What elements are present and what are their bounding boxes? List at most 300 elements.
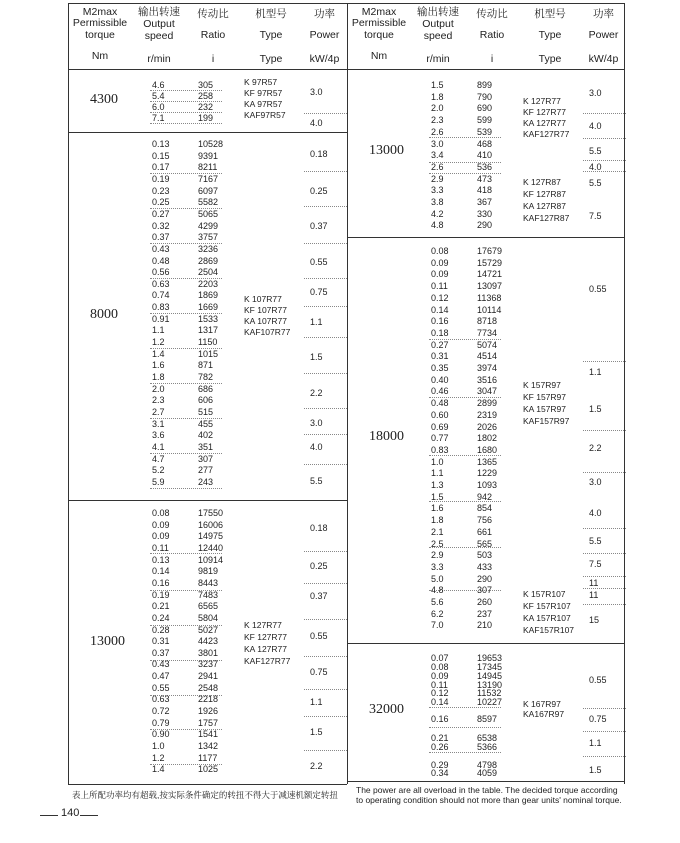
speed-value: 1.0 — [152, 741, 165, 751]
ratio-value: 307 — [198, 453, 214, 464]
header-power-en: Power — [309, 29, 340, 41]
ratio-value: 7734 — [477, 327, 498, 338]
speed-value: 0.91 — [152, 313, 170, 324]
speed-value: 0.74 — [152, 290, 170, 301]
gear-type: KF 127R77 — [523, 107, 566, 117]
ratio-value: 1541 — [198, 729, 219, 740]
ratio-value: 2203 — [198, 278, 219, 289]
speed-value: 4.6 — [152, 80, 165, 90]
ratio-value: 1757 — [198, 717, 219, 728]
speed-value: 3.6 — [152, 430, 165, 441]
ratio-value: 13097 — [477, 281, 503, 292]
ratio-value: 690 — [477, 103, 493, 114]
speed-value: 4.2 — [431, 208, 444, 219]
gear-type: K 97R57 — [244, 77, 278, 87]
speed-value: 0.29 — [431, 760, 449, 770]
speed-value: 0.83 — [152, 302, 170, 313]
ratio-value: 1229 — [477, 468, 498, 479]
power-separator — [583, 472, 626, 473]
power-separator — [304, 689, 347, 690]
speed-value: 0.19 — [152, 589, 170, 600]
power-separator — [583, 756, 626, 757]
speed-value: 0.25 — [152, 197, 170, 208]
ratio-value: 10528 — [198, 139, 224, 149]
ratio-value: 565 — [477, 538, 493, 549]
speed-value: 2.9 — [431, 173, 444, 184]
gear-type: KF 127R77 — [244, 632, 287, 642]
ratio-value: 686 — [198, 383, 214, 394]
ratio-value: 455 — [198, 418, 214, 429]
power-separator — [304, 337, 347, 338]
speed-value: 0.43 — [152, 659, 170, 670]
header-torque-line-1: M2max — [361, 6, 397, 18]
power-value: 4.0 — [589, 162, 602, 172]
note-english-line-1: The power are all overload in the table. The decided torque according — [356, 785, 618, 795]
speed-value: 4.8 — [431, 585, 444, 596]
gear-type: KF 107R77 — [244, 305, 287, 315]
ratio-value: 418 — [477, 185, 493, 196]
speed-value: 0.14 — [431, 304, 449, 315]
speed-value: 2.3 — [152, 395, 165, 406]
speed-value: 0.40 — [431, 374, 449, 385]
speed-value: 0.27 — [152, 208, 170, 219]
header-power-cn: 功率 — [314, 8, 335, 20]
speed-value: 6.0 — [152, 102, 165, 112]
ratio-value: 515 — [198, 406, 214, 417]
ratio-value: 9819 — [198, 566, 219, 577]
power-separator — [304, 750, 347, 751]
row-separator — [429, 727, 501, 728]
ratio-value: 14945 — [477, 671, 503, 681]
speed-value: 0.18 — [431, 327, 449, 338]
gear-type: KAF127R87 — [523, 213, 570, 223]
power-value: 0.37 — [310, 591, 328, 601]
ratio-value: 3236 — [198, 243, 219, 254]
ratio-value: 1342 — [198, 741, 219, 751]
speed-value: 0.72 — [152, 706, 170, 717]
ratio-value: 536 — [477, 161, 493, 172]
power-value: 0.75 — [589, 714, 607, 724]
speed-value: 0.48 — [152, 255, 170, 266]
power-separator — [583, 528, 626, 529]
speed-value: 3.8 — [431, 197, 444, 207]
speed-value: 0.31 — [152, 636, 170, 647]
ratio-value: 606 — [198, 395, 214, 406]
header-type-cn: 机型号 — [534, 8, 566, 20]
table-right-border — [624, 3, 625, 784]
gear-type: KF 127R87 — [523, 189, 566, 199]
speed-value: 0.16 — [152, 577, 170, 588]
ratio-value: 260 — [477, 597, 493, 607]
ratio-value: 1150 — [198, 337, 218, 348]
header-speed-line-1: Output — [143, 18, 175, 30]
power-value: 0.37 — [310, 221, 328, 231]
gear-type: KA167R97 — [523, 709, 565, 719]
speed-value: 2.6 — [431, 126, 444, 137]
speed-value: 0.14 — [152, 566, 170, 577]
speed-value: 0.47 — [152, 671, 170, 682]
speed-value: 2.9 — [431, 550, 444, 561]
speed-value: 4.7 — [152, 453, 165, 464]
ratio-value: 13190 — [477, 680, 503, 690]
speed-value: 0.12 — [431, 292, 449, 303]
footer-dash-left — [40, 815, 58, 816]
torque-value: 4300 — [90, 92, 118, 107]
ratio-value: 8443 — [198, 577, 219, 588]
speed-value: 6.2 — [431, 608, 444, 619]
speed-value: 0.55 — [152, 682, 170, 693]
ratio-value: 1533 — [198, 313, 219, 324]
speed-value: 0.90 — [152, 729, 170, 740]
gear-type: K 127R77 — [244, 620, 282, 630]
speed-value: 5.2 — [152, 465, 165, 476]
power-separator — [304, 619, 347, 620]
ratio-value: 5366 — [477, 742, 498, 752]
speed-value: 0.24 — [152, 612, 170, 623]
speed-value: 0.09 — [431, 671, 449, 681]
ratio-value: 2941 — [198, 671, 219, 682]
ratio-value: 8211 — [198, 162, 218, 173]
power-value: 3.0 — [310, 87, 323, 97]
ratio-value: 790 — [477, 91, 493, 102]
ratio-value: 15729 — [477, 257, 503, 268]
ratio-value: 11532 — [477, 688, 502, 698]
power-separator — [304, 373, 347, 374]
speed-value: 0.63 — [152, 278, 170, 289]
row-separator — [150, 488, 222, 489]
power-value: 0.25 — [310, 561, 328, 571]
speed-value: 1.5 — [431, 491, 444, 502]
speed-value: 1.5 — [431, 80, 444, 90]
ratio-value: 17679 — [477, 246, 503, 256]
ratio-value: 1025 — [198, 764, 219, 775]
speed-value: 0.35 — [431, 363, 449, 373]
ratio-value: 7483 — [198, 589, 219, 600]
ratio-value: 5074 — [477, 339, 498, 350]
speed-value: 0.21 — [152, 601, 170, 612]
speed-value: 4.8 — [431, 220, 444, 231]
power-separator — [583, 113, 626, 114]
speed-value: 0.37 — [152, 647, 170, 658]
torque-value: 18000 — [369, 429, 404, 444]
speed-value: 0.32 — [152, 220, 170, 231]
ratio-value: 3516 — [477, 374, 498, 385]
ratio-value: 1317 — [198, 325, 219, 336]
ratio-value: 402 — [198, 430, 214, 441]
ratio-value: 10114 — [477, 304, 502, 315]
speed-value: 1.2 — [152, 752, 165, 763]
header-power-unit: kW/4p — [588, 53, 619, 65]
speed-value: 0.37 — [152, 232, 170, 243]
page-number: 140 — [61, 807, 80, 819]
header-speed-line-2: speed — [144, 30, 174, 42]
header-type-en: Type — [538, 29, 562, 41]
header-torque-unit: Nm — [91, 50, 109, 62]
speed-value: 1.4 — [152, 764, 165, 775]
power-value: 0.55 — [310, 257, 328, 267]
ratio-value: 3801 — [198, 647, 219, 658]
speed-value: 5.0 — [431, 573, 444, 584]
header-type-unit: Type — [259, 53, 283, 65]
header-speed-cn: 输出转速 — [417, 6, 459, 18]
gear-type: K 127R77 — [523, 96, 561, 106]
ratio-value: 290 — [477, 573, 493, 584]
speed-value: 0.11 — [431, 281, 448, 292]
gear-type: KF 97R57 — [244, 88, 283, 98]
header-speed-unit: r/min — [147, 53, 171, 65]
gear-type: KF 157R97 — [523, 392, 566, 402]
speed-value: 0.19 — [152, 173, 170, 184]
ratio-value: 756 — [477, 515, 493, 526]
ratio-value: 1680 — [477, 444, 498, 455]
header-type-cn: 机型号 — [255, 8, 287, 20]
speed-value: 0.13 — [152, 139, 170, 149]
ratio-value: 4798 — [477, 760, 498, 770]
ratio-value: 1926 — [198, 706, 219, 717]
speed-value: 2.6 — [431, 161, 444, 172]
ratio-value: 307 — [477, 585, 493, 596]
power-value: 3.0 — [589, 477, 602, 487]
left-table-bottom-border — [68, 784, 347, 785]
header-power-en: Power — [588, 29, 619, 41]
header-type-unit: Type — [538, 53, 562, 65]
torque-value: 32000 — [369, 702, 404, 717]
power-value: 5.5 — [310, 476, 323, 486]
speed-value: 2.3 — [431, 115, 444, 126]
power-separator — [304, 716, 347, 717]
power-value: 4.0 — [310, 442, 323, 452]
ratio-value: 1177 — [198, 752, 218, 763]
header-torque-line-2: Permissible — [351, 17, 407, 29]
speed-value: 0.77 — [431, 433, 449, 444]
speed-value: 0.60 — [431, 409, 449, 420]
ratio-value: 4059 — [477, 768, 498, 778]
speed-value: 5.6 — [431, 597, 444, 607]
ratio-value: 7167 — [198, 173, 219, 184]
power-value: 0.25 — [310, 186, 328, 196]
speed-value: 0.56 — [152, 267, 170, 278]
ratio-value: 3237 — [198, 659, 219, 670]
ratio-value: 473 — [477, 173, 493, 184]
table-center-border — [347, 3, 348, 784]
gear-type: KAF127R77 — [244, 656, 291, 666]
power-separator — [304, 171, 347, 172]
speed-value: 0.15 — [152, 150, 170, 161]
speed-value: 0.27 — [431, 339, 449, 350]
ratio-value: 6565 — [198, 601, 219, 612]
power-value: 5.5 — [589, 536, 602, 546]
power-value: 15 — [589, 615, 600, 625]
speed-value: 1.0 — [431, 456, 444, 467]
ratio-value: 5065 — [198, 208, 219, 219]
power-value: 1.5 — [589, 404, 602, 414]
power-separator — [583, 553, 626, 554]
speed-value: 0.21 — [431, 733, 449, 743]
power-separator — [304, 113, 347, 114]
power-value: 0.18 — [310, 523, 328, 533]
ratio-value: 210 — [477, 620, 493, 631]
power-value: 0.55 — [589, 675, 607, 685]
speed-value: 5.4 — [152, 91, 165, 101]
ratio-value: 2899 — [477, 398, 498, 409]
header-torque-unit: Nm — [370, 50, 388, 62]
ratio-value: 5804 — [198, 612, 219, 623]
ratio-value: 433 — [477, 561, 493, 572]
header-torque-line-2: Permissible — [72, 17, 128, 29]
ratio-value: 899 — [477, 80, 493, 90]
header-speed-line-1: Output — [422, 18, 454, 30]
power-separator — [304, 306, 347, 307]
power-separator — [304, 278, 347, 279]
ratio-value: 2218 — [198, 694, 219, 705]
ratio-value: 661 — [477, 526, 493, 537]
ratio-value: 1015 — [198, 348, 219, 359]
left-divider-1 — [68, 132, 347, 133]
header-ratio-en: Ratio — [200, 29, 226, 41]
ratio-value: 258 — [198, 91, 214, 101]
gear-type: KA 157R107 — [523, 613, 571, 623]
speed-value: 1.4 — [152, 348, 165, 359]
ratio-value: 14721 — [477, 269, 503, 280]
speed-value: 7.0 — [431, 620, 444, 631]
header-bottom-border — [68, 69, 624, 70]
table-top-border — [68, 3, 624, 4]
header-power-unit: kW/4p — [309, 53, 340, 65]
ratio-value: 17550 — [198, 508, 224, 518]
ratio-value: 5582 — [198, 197, 219, 208]
speed-value: 3.4 — [431, 150, 444, 161]
speed-value: 0.11 — [152, 542, 169, 553]
ratio-value: 11368 — [477, 292, 502, 303]
speed-value: 0.34 — [431, 768, 449, 778]
ratio-value: 8597 — [477, 714, 498, 724]
gear-type: K 157R107 — [523, 589, 566, 599]
power-value: 0.55 — [310, 631, 328, 641]
speed-value: 3.0 — [431, 138, 444, 149]
right-table-bottom-border — [347, 781, 624, 782]
header-ratio-en: Ratio — [479, 29, 505, 41]
right-divider-1 — [347, 237, 624, 238]
gear-type: KA 157R97 — [523, 404, 567, 414]
ratio-value: 4423 — [198, 636, 219, 647]
power-value: 7.5 — [589, 559, 602, 569]
speed-value: 0.28 — [152, 624, 170, 635]
gear-type: KA 107R77 — [244, 316, 288, 326]
power-value: 2.2 — [310, 388, 323, 398]
ratio-value: 4514 — [477, 351, 498, 362]
power-value: 3.0 — [589, 88, 602, 98]
speed-value: 0.08 — [431, 662, 449, 672]
power-value: 0.55 — [589, 284, 607, 294]
ratio-value: 243 — [198, 476, 214, 487]
ratio-value: 2026 — [477, 421, 498, 432]
power-separator — [583, 708, 626, 709]
header-torque-line-1: M2max — [82, 6, 118, 18]
power-value: 7.5 — [589, 211, 602, 221]
power-separator — [304, 408, 347, 409]
ratio-value: 1869 — [198, 290, 219, 301]
header-power-cn: 功率 — [593, 8, 614, 20]
speed-value: 0.09 — [431, 257, 449, 268]
power-value: 1.5 — [589, 765, 602, 775]
speed-value: 0.79 — [152, 717, 170, 728]
speed-value: 0.08 — [152, 508, 170, 518]
speed-value: 3.3 — [431, 561, 444, 572]
power-value: 4.0 — [589, 508, 602, 518]
speed-value: 7.1 — [152, 113, 165, 123]
speed-value: 2.5 — [431, 538, 444, 549]
gear-type: KAF157R97 — [523, 416, 570, 426]
speed-value: 3.1 — [152, 418, 165, 429]
ratio-value: 2504 — [198, 267, 219, 278]
speed-value: 0.43 — [152, 243, 170, 254]
power-value: 1.1 — [310, 317, 323, 327]
speed-value: 0.48 — [431, 398, 449, 409]
torque-value: 13000 — [369, 143, 404, 158]
power-value: 1.5 — [310, 352, 323, 362]
speed-value: 0.46 — [431, 386, 449, 397]
power-separator — [304, 243, 347, 244]
speed-value: 0.16 — [431, 316, 449, 327]
speed-value: 4.1 — [152, 441, 165, 452]
speed-value: 0.13 — [152, 554, 170, 565]
gear-type: K 167R97 — [523, 699, 561, 709]
speed-value: 0.26 — [431, 742, 449, 752]
power-separator — [583, 138, 626, 139]
speed-value: 0.09 — [152, 531, 170, 542]
left-table-left-border — [68, 3, 69, 784]
speed-value: 0.83 — [431, 444, 449, 455]
footer-dash-right — [80, 815, 98, 816]
power-value: 0.75 — [310, 287, 328, 297]
ratio-value: 468 — [477, 138, 493, 149]
header-speed-line-2: speed — [423, 30, 453, 42]
power-separator — [583, 160, 626, 161]
gear-type: KAF107R77 — [244, 327, 291, 337]
ratio-value: 305 — [198, 80, 214, 90]
ratio-value: 10227 — [477, 697, 503, 707]
speed-value: 0.17 — [152, 162, 170, 173]
header-torque-line-3: torque — [85, 29, 115, 41]
gear-type: KAF127R77 — [523, 129, 570, 139]
power-value: 2.2 — [589, 443, 602, 453]
torque-value: 8000 — [90, 307, 118, 322]
speed-value: 1.8 — [152, 372, 165, 382]
speed-value: 2.0 — [431, 103, 444, 114]
ratio-value: 410 — [477, 150, 493, 161]
power-value: 1.1 — [589, 367, 602, 377]
header-ratio-cn: 传动比 — [197, 8, 229, 20]
gear-type: KF 157R107 — [523, 601, 571, 611]
power-value: 11 — [589, 590, 599, 600]
speed-value: 0.08 — [431, 246, 449, 256]
ratio-value: 330 — [477, 208, 493, 219]
gear-type: KA 127R87 — [523, 201, 567, 211]
gear-type: K 107R77 — [244, 294, 282, 304]
speed-value: 0.63 — [152, 694, 170, 705]
ratio-value: 3047 — [477, 386, 498, 397]
ratio-value: 12440 — [198, 542, 224, 553]
gear-type: KA 97R57 — [244, 99, 283, 109]
ratio-value: 351 — [198, 441, 214, 452]
header-speed-cn: 输出转速 — [138, 6, 180, 18]
ratio-value: 9391 — [198, 150, 219, 161]
speed-value: 1.8 — [431, 515, 444, 526]
power-value: 1.1 — [310, 697, 323, 707]
ratio-value: 14975 — [198, 531, 224, 542]
ratio-value: 16006 — [198, 519, 224, 530]
ratio-value: 290 — [477, 220, 493, 231]
